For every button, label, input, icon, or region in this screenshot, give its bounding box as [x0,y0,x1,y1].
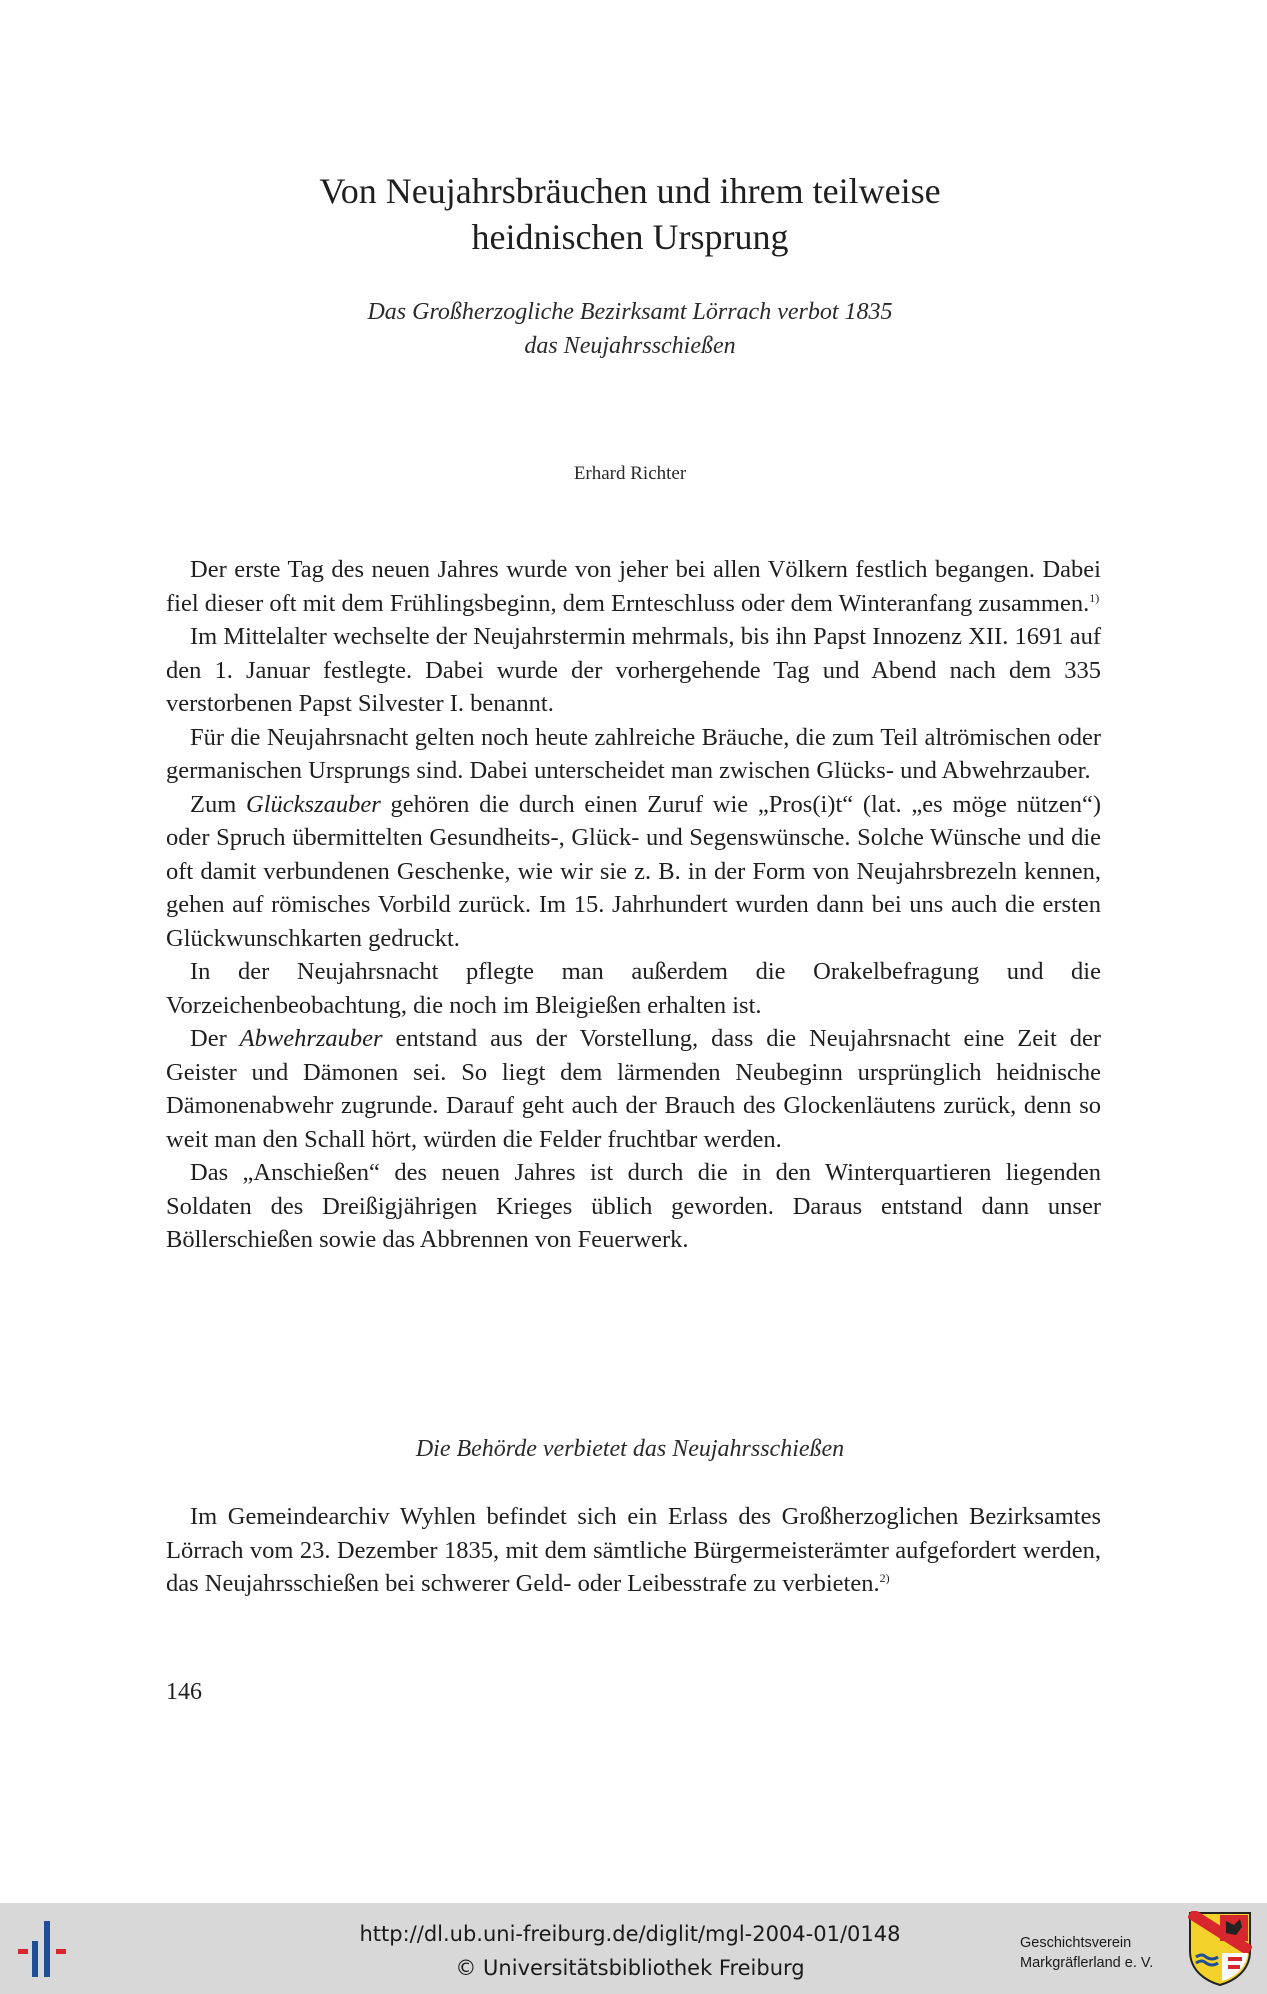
section-heading: Die Behörde verbietet das Neujahrsschießen [415,1436,845,1462]
subtitle-line-1: Das Großherzogliche Bezirksamt Lörrach verbot 1835 [367,299,893,325]
footer-bar [0,1903,1267,1994]
paragraph-6: Der Abwehrzauber entstand aus der Vorstellung, dass die Neujahrsnacht eine Zeit der Geister und Dämonen sei. So liegt dem lärmenden Neubeginn ursprünglich heidnische Dämonenabwehr zugrunde. Darauf geht auch der Brauch des Glockenläutens zurück, denn so weit man den Schall hört, würden die Felder fruchtbar werden. [166,1025,1101,1153]
title-line-2: heidnischen Ursprung [471,217,789,257]
subtitle-line-2: das Neujahrsschießen [524,333,736,359]
copyright-notice: © Universitätsbibliothek Freiburg [455,1956,805,1980]
article-title [160,168,1100,260]
term-abwehrzauber: Abwehrzauber [239,1025,383,1052]
section-body [166,1500,1101,1601]
paragraph-7: Das „Anschießen“ des neuen Jahres ist durch die in den Winterquartieren liegenden Soldaten des Dreißigjährigen Krieges üblich geworden. Daraus entstand dann unser Böllerschießen sowie das Abbrennen von Feuerwerk. [166,1159,1101,1253]
section-paragraph: Im Gemeindearchiv Wyhlen befindet sich ein Erlass des Großherzoglichen Bezirksamtes Lörrach vom 23. Dezember 1835, mit dem sämtliche Bürgermeisterämter aufgefordert werden, das Neujahrsschießen bei schwerer Geld- oder Leibesstrafe zu verbieten.$^{2)}$ [166,1503,1101,1597]
ub-freiburg-logo-icon [16,1917,86,1983]
article-body [166,553,1101,1257]
author-name: Erhard Richter [573,463,687,484]
footnote-ref-2: 2) [879,1570,890,1585]
paragraph-3: Für die Neujahrsnacht gelten noch heute zahlreiche Bräuche, die zum Teil altrömischen oder germanischen Ursprungs sind. Dabei unterscheidet man zwischen Glücks- und Abwehrzauber. [166,723,1101,784]
article-subtitle [160,295,1100,363]
coat-of-arms-icon [1188,1911,1252,1987]
term-glueckszauber: Glückszauber [246,790,381,818]
society-name: Geschichtsverein Markgräflerland e. V. [1020,1935,1154,1971]
document-url[interactable]: http://dl.ub.uni-freiburg.de/diglit/mgl-2004-01/0148 [359,1922,901,1946]
paragraph-1: Der erste Tag des neuen Jahres wurde von jeher bei allen Völkern festlich begangen. Dabei fiel dieser oft mit dem Frühlingsbeginn, dem Ernteschluss oder dem Winteranfang zusammen.$^{1)}$ [166,556,1101,617]
page-number: 146 [166,1679,202,1705]
paragraph-5: In der Neujahrsnacht pflegte man außerdem die Orakelbefragung und die Vorzeichenbeobachtung, die noch im Bleigießen erhalten ist. [166,958,1101,1019]
title-line-1: Von Neujahrsbräuchen und ihrem teilweise [319,171,941,211]
footnote-ref-1: 1) [1089,590,1100,605]
paragraph-4: Zum Glückszauber gehören die durch einen Zuruf wie „Pros(i)t“ (lat. „es möge nützen“) oder Spruch übermittelten Gesundheits-, Glück- und Segenswünsche. Solche Wünsche und die oft damit verbundenen Geschenke, wie wir sie z. B. in der Form von Neujahrsbrezeln kennen, gehen auf römisches Vorbild zurück. Im 15. Jahrhundert wurden dann bei uns auch die ersten Glückwunschkarten gedruckt. [166,790,1101,952]
paragraph-2: Im Mittelalter wechselte der Neujahrstermin mehrmals, bis ihn Papst Innozenz XII. 1691 auf den 1. Januar festlegte. Dabei wurde der vorhergehende Tag und Abend nach dem 335 verstorbenen Papst Silvester I. benannt. [166,623,1101,717]
